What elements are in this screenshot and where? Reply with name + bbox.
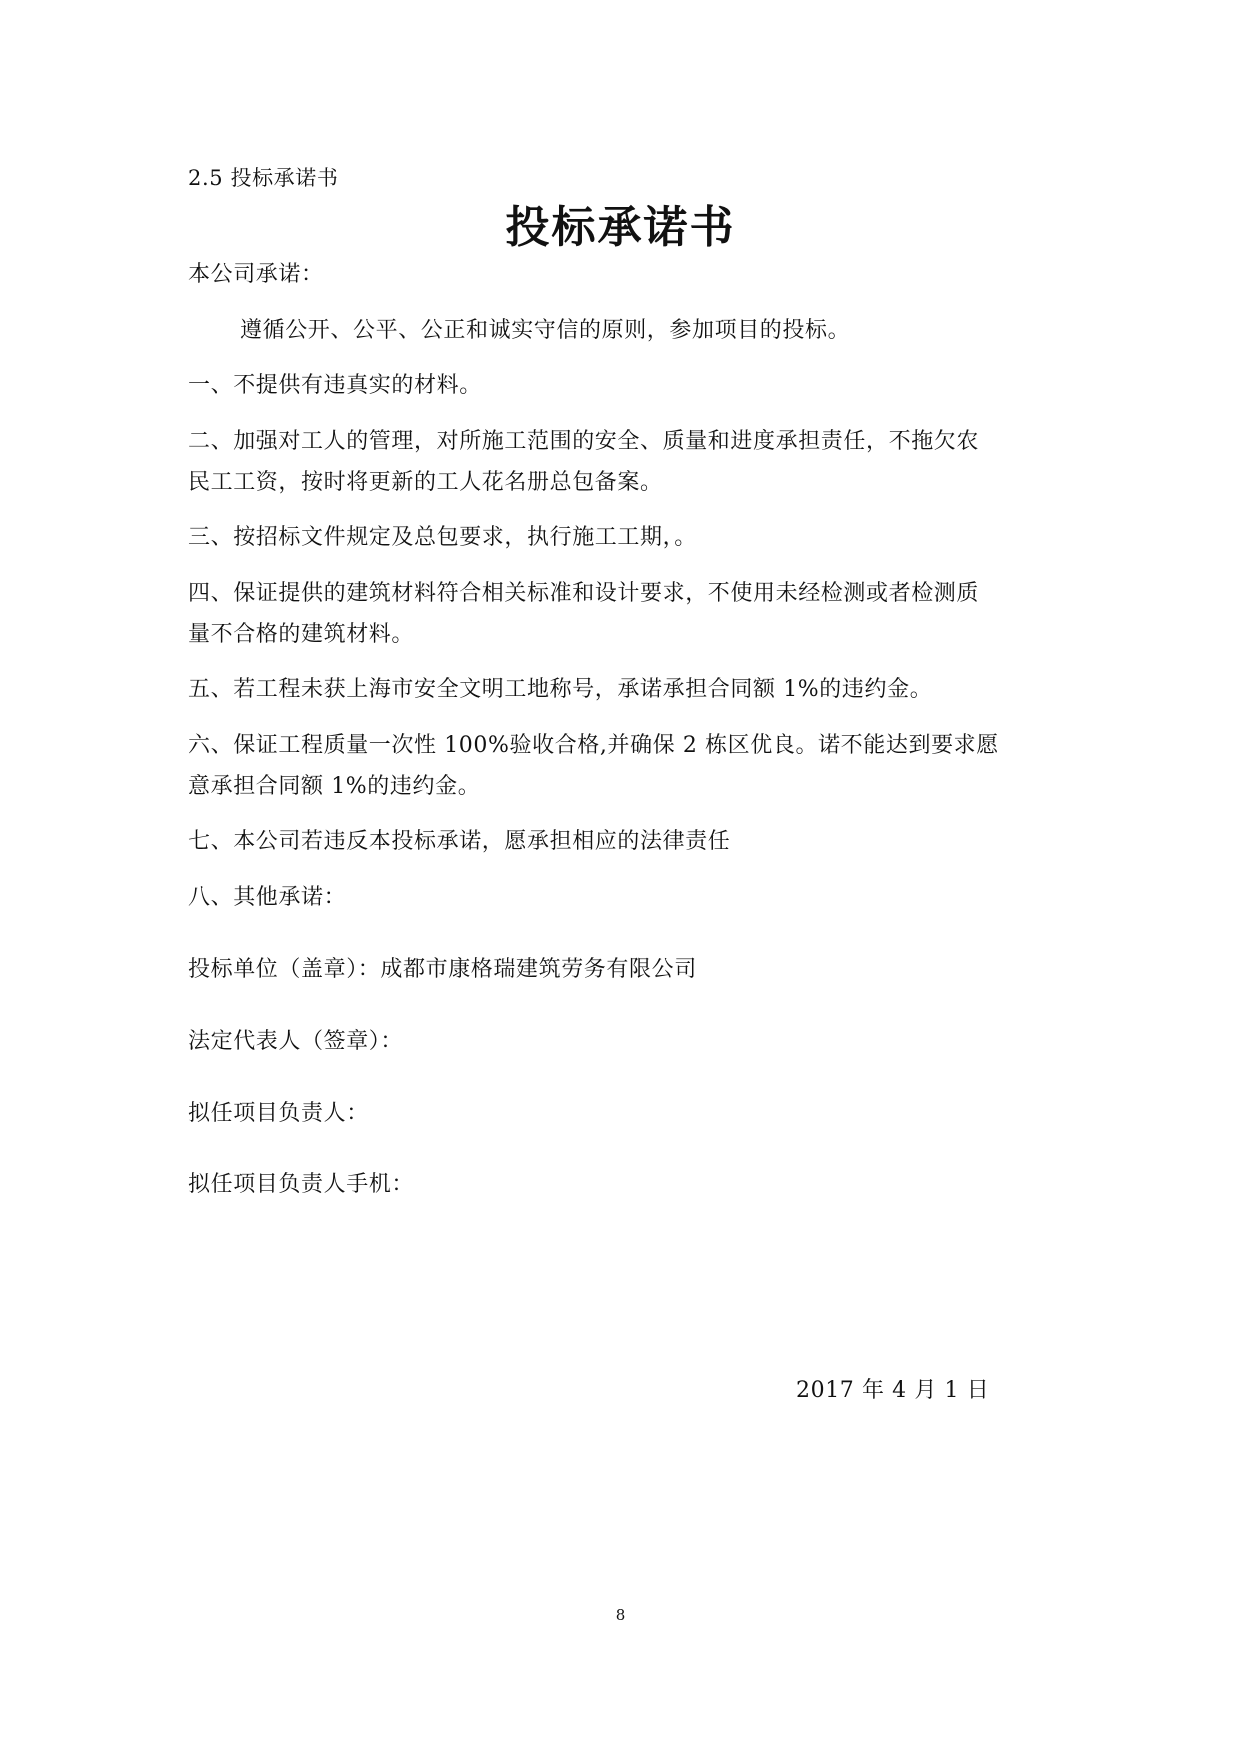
principle-text: 遵循公开、公平、公正和诚实守信的原则，参加项目的投标。 [240,318,851,343]
section-heading: 2.5 投标承诺书 [188,166,339,190]
project-manager-phone-label: 拟任项目负责人手机： [188,1172,415,1197]
commitment-item-6-line-2: 意承担合同额 1%的违约金。 [188,774,481,799]
commitment-item-3: 三、按招标文件规定及总包要求，执行施工工期，。 [188,525,697,550]
project-manager-label: 拟任项目负责人： [188,1101,369,1126]
document-title: 投标承诺书 [505,202,736,253]
commitment-item-6-line-1: 六、保证工程质量一次性 100%验收合格,并确保 2 栋区优良。诺不能达到要求愿 [188,733,999,758]
commitment-item-2-line-2: 民工工资，按时将更新的工人花名册总包备案。 [188,470,663,495]
commitment-item-4-line-2: 量不合格的建筑材料。 [188,622,415,647]
commitment-item-2-line-1: 二、加强对工人的管理，对所施工范围的安全、质量和进度承担责任，不拖欠农 [188,429,980,454]
commitment-item-1: 一、不提供有违真实的材料。 [188,373,482,398]
intro-text: 本公司承诺： [188,262,324,287]
commitment-item-7: 七、本公司若违反本投标承诺，愿承担相应的法律责任 [188,829,731,854]
page-number: 8 [615,1606,626,1624]
bidder-label: 投标单位（盖章）：成都市康格瑞建筑劳务有限公司 [188,957,697,982]
commitment-item-8: 八、其他承诺： [188,885,347,910]
legal-representative-label: 法定代表人（签章）： [188,1029,404,1054]
document-date: 2017 年 4 月 1 日 [796,1378,990,1403]
commitment-item-4-line-1: 四、保证提供的建筑材料符合相关标准和设计要求，不使用未经检测或者检测质 [188,581,980,606]
commitment-item-5: 五、若工程未获上海市安全文明工地称号，承诺承担合同额 1%的违约金。 [188,677,933,702]
